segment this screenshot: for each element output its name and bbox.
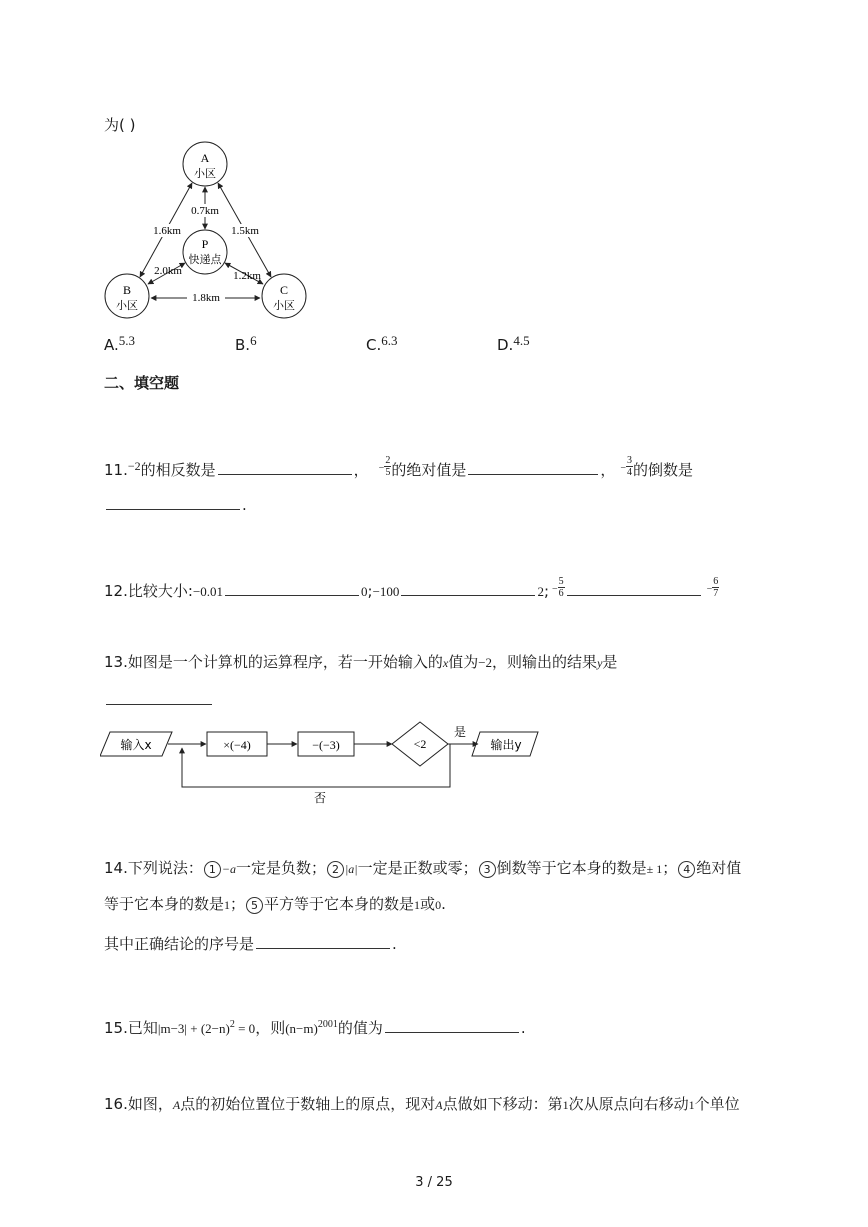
circled-number: 1 [204,861,221,878]
question-15: 15.已知$|m-3| + (2-n)^2 = 0$，则$(n-m)^{2001}$的值为 . [104,1019,526,1037]
flow-input-label: 输入x [120,738,152,752]
question-11-line2: . [104,495,247,514]
question-12: 12.比较大小:−0.01 0;−100 2; − $\frac{5}{6}$ − $\frac{6}{7}$ [104,576,719,600]
edge-label-b-c: 1.8km [192,292,220,304]
node-p [183,230,227,274]
option-b: B.6 [235,333,257,354]
node-p-label: 快递点 [188,253,222,266]
node-p-letter: P [201,237,209,251]
option-a: A.5.3 [104,333,136,354]
edge-label-p-b: 2.0km [154,265,182,277]
answer-blank[interactable] [218,460,352,475]
option-d: D.4.5 [497,333,530,354]
circled-number: 4 [678,861,695,878]
flowchart [100,718,540,810]
node-c [262,274,306,318]
answer-blank[interactable] [106,495,240,510]
option-c: C.6.3 [366,333,398,354]
flow-output-label: 输出y [490,738,522,752]
edge-label-a-c: 1.5km [231,225,259,237]
circled-number: 5 [246,897,263,914]
answer-blank[interactable] [468,460,598,475]
node-a-label: 小区 [194,167,216,180]
question-14-line3: 其中正确结论的序号是 . [104,935,397,953]
answer-blank[interactable] [256,934,390,949]
node-b [105,274,149,318]
question-16: 16.如图，A点的初始位置位于数轴上的原点，现对A点做如下移动：第1次从原点向右移动1个单位 [104,1095,740,1113]
answer-blank[interactable] [401,581,535,596]
node-b-letter: B [122,283,132,297]
edge-label-a-p: 0.7km [191,205,219,217]
question-10-tail: 为( ) [104,116,136,134]
flow-condition-label: <2 [413,737,427,751]
edge-label-a-b: 1.6km [153,225,181,237]
edge-label-p-c: 1.2km [233,270,261,282]
question-13: 13.如图是一个计算机的运算程序，若一开始输入的x值为−2，则输出的结果y是 [104,653,618,671]
circled-number: 2 [327,861,344,878]
question-13-line2 [104,690,214,709]
question-11: 11.$^{-2}$的相反数是 ， − $\frac{2}{5}$ 的绝对值是 ， − $\frac{3}{4}$ 的倒数是 [104,455,693,479]
node-c-letter: C [279,283,289,297]
circled-number: 3 [479,861,496,878]
distance-diagram [100,138,315,320]
question-14-line2: 等于它本身的数是1； 5 平方等于它本身的数是1或0. [104,895,446,913]
flow-yes-label: 是 [453,725,467,739]
page-number: 3 / 25 [415,1175,453,1190]
question-14-line1: 14.下列说法： 1 −a一定是负数； 2 |a|一定是正数或零； 3 倒数等于它本身的数是± 1； 4 绝对值 [104,859,742,877]
node-c-label: 小区 [273,299,295,312]
flow-no-label: 否 [313,791,327,805]
node-b-label: 小区 [116,299,138,312]
node-a [183,142,227,186]
node-a-letter: A [200,151,210,165]
answer-blank[interactable] [567,581,701,596]
section-heading: 二、填空题 [104,374,180,392]
flow-step2-label: −(−3) [312,738,340,752]
answer-blank[interactable] [225,581,359,596]
answer-blank[interactable] [385,1018,519,1033]
flow-step1-label: ×(−4) [223,738,251,752]
answer-blank[interactable] [106,690,212,705]
